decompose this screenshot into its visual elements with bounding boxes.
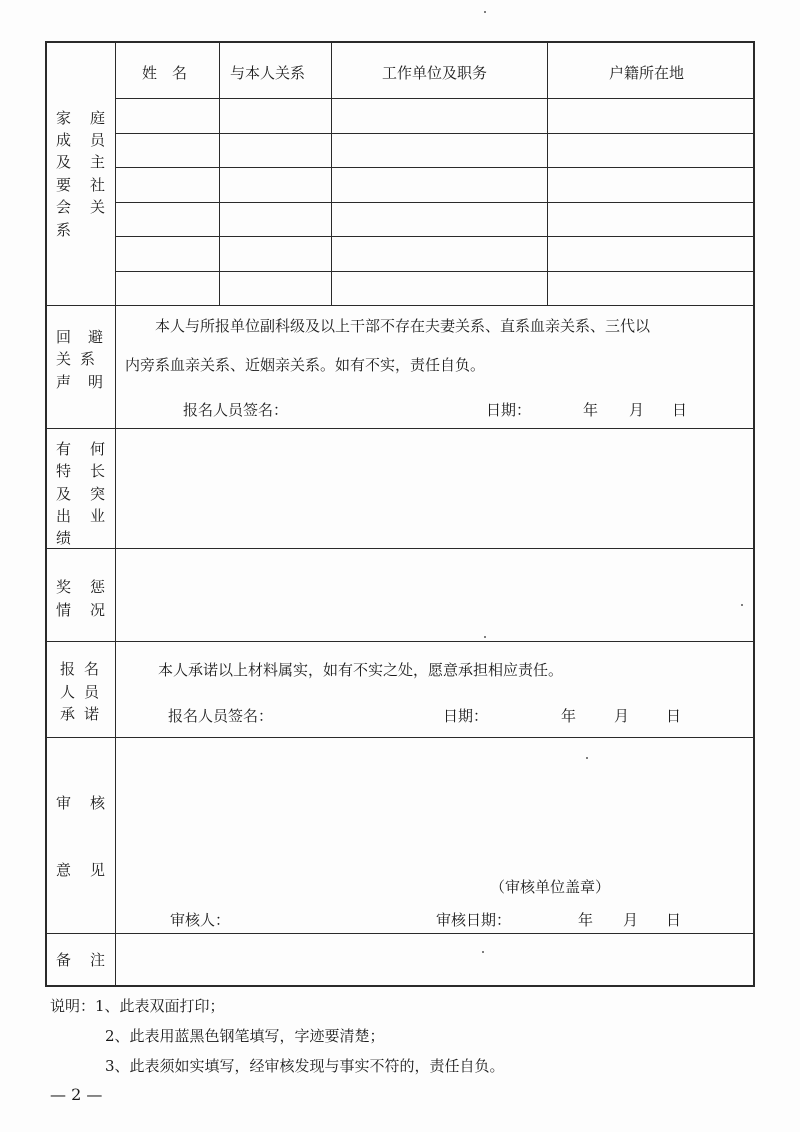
avoidance-month: 月 [629,401,645,419]
promise-date-label: 日期： [443,707,489,725]
note-line-1: 说明：1、此表双面打印； [50,997,225,1015]
review-date-label: 审核日期： [436,911,512,929]
scan-speck [484,636,486,638]
remarks-field[interactable] [116,934,753,985]
avoidance-statement-line2: 内旁系血亲关系、近姻亲关系。如有不实，责任自负。 [125,356,486,374]
table-row[interactable] [116,203,753,236]
table-row[interactable] [116,168,753,202]
header-work: 工作单位及职务 [382,64,488,82]
avoidance-signature-field[interactable] [300,398,470,422]
page-number: — 2 — [50,1085,103,1104]
table-row[interactable] [116,99,753,133]
promise-year: 年 [561,707,577,725]
scan-speck [482,951,484,953]
review-day: 日 [666,911,682,929]
avoidance-sign-label: 报名人员签名： [183,401,289,419]
promise-statement: 本人承诺以上材料属实，如有不实之处，愿意承担相应责任。 [158,661,564,679]
reviewer-field[interactable] [235,908,415,930]
table-row[interactable] [116,272,753,305]
scan-speck [484,11,486,13]
promise-month: 月 [614,707,630,725]
table-row[interactable] [116,134,753,167]
reviewer-label: 审核人： [170,911,231,929]
avoidance-day: 日 [672,401,688,419]
scan-speck [741,604,743,606]
table-row[interactable] [116,237,753,271]
avoidance-year: 年 [583,401,599,419]
promise-sign-label: 报名人员签名： [168,707,274,725]
header-hukou: 户籍所在地 [609,64,685,82]
review-year: 年 [578,911,594,929]
header-relation: 与本人关系 [230,64,306,82]
promise-signature-field[interactable] [285,704,435,728]
review-month: 月 [623,911,639,929]
note-line-3: 3、此表须如实填写，经审核发现与事实不符的，责任自负。 [105,1057,505,1075]
review-seal-label: （审核单位盖章） [490,878,611,896]
specialty-field[interactable] [116,429,753,548]
note-line-2: 2、此表用蓝黑色钢笔填写，字迹要清楚； [105,1027,385,1045]
avoidance-statement-line1: 本人与所报单位副科级及以上干部不存在夫妻关系、直系血亲关系、三代以 [155,317,651,335]
avoidance-date-label: 日期： [486,401,532,419]
header-name: 姓 名 [142,64,188,82]
rewards-field[interactable] [116,549,753,641]
review-opinion-field[interactable] [116,738,753,873]
promise-day: 日 [666,707,682,725]
scan-speck [586,757,588,759]
